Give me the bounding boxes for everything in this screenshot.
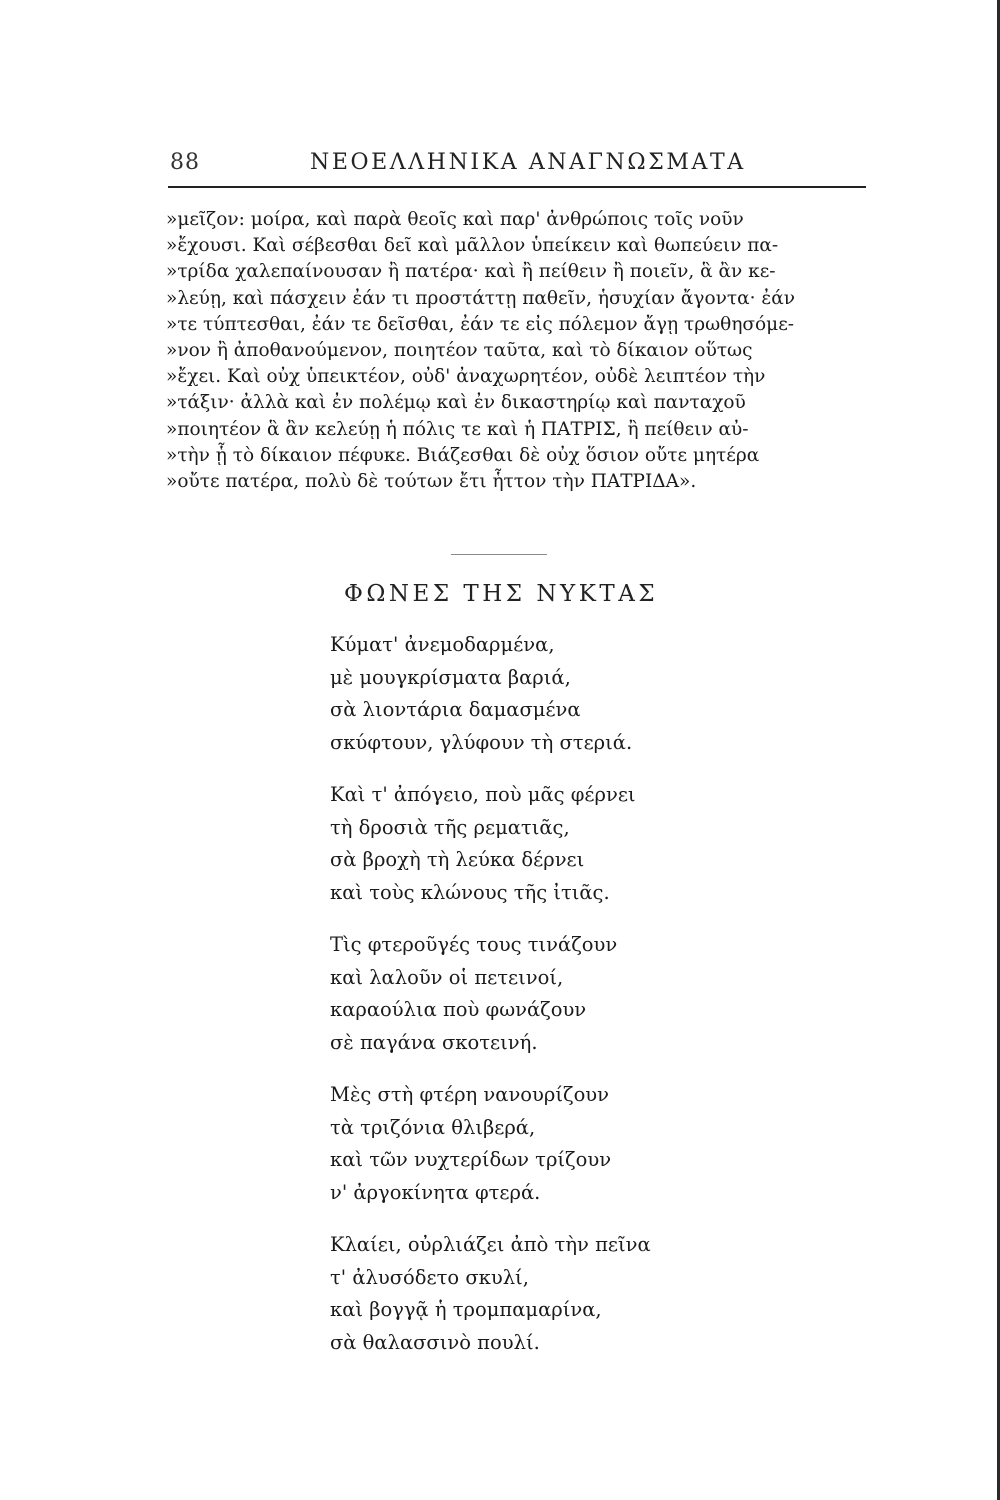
stanza — [330, 1079, 750, 1209]
poem-line: Κύματ' ἀνεμοδαρμένα, — [330, 633, 555, 656]
running-title: ΝΕΟΕΛΛΗΝΙΚΑ ΑΝΑΓΝΩΣΜΑΤΑ — [310, 150, 746, 175]
poem — [330, 629, 750, 1379]
prose-line: »τρίδα χαλεπαίνουσαν ἢ πατέρα· καὶ ἢ πείθειν ἢ ποιεῖν, ἃ ἂν κε- — [166, 261, 776, 283]
poem-line: σκύφτουν, γλύφουν τὴ στεριά. — [330, 730, 633, 754]
poem-line: σὰ θαλασσινὸ πουλί. — [330, 1330, 540, 1354]
page-number: 88 — [170, 150, 200, 175]
poem-line: καὶ τοὺς κλώνους τῆς ἰτιᾶς. — [330, 880, 610, 904]
poem-line: ν' ἀργοκίνητα φτερά. — [330, 1180, 541, 1204]
poem-title: ΦΩΝΕΣ ΤΗΣ ΝΥΚΤΑΣ — [344, 581, 659, 607]
prose-line: »ἔχουσι. Καὶ σέβεσθαι δεῖ καὶ μᾶλλον ὑπείκειν καὶ θωπεύειν πα- — [166, 235, 779, 257]
prose-line: »ποιητέον ἃ ἂν κελεύῃ ἡ πόλις τε καὶ ἡ ΠΑΤΡΙΣ, ἢ πείθειν αὐ- — [166, 418, 749, 440]
poem-line: τ' ἀλυσόδετο σκυλί, — [330, 1265, 529, 1289]
poem-line: σὲ παγάνα σκοτεινή. — [330, 1030, 538, 1054]
prose-quotation — [166, 207, 876, 495]
poem-line: τὴ δροσιὰ τῆς ρεματιᾶς, — [330, 815, 570, 839]
poem-line: καὶ βογγᾷ ἡ τρομπαμαρίνα, — [330, 1298, 602, 1321]
page-header — [168, 148, 866, 182]
prose-line: »λεύῃ, καὶ πάσχειν ἐάν τι προστάττῃ παθεῖν, ἡσυχίαν ἄγοντα· ἐάν — [166, 287, 796, 309]
stanza — [330, 629, 750, 759]
stanza — [330, 779, 750, 909]
poem-line: καραούλια ποὺ φωνάζουν — [330, 998, 587, 1021]
poem-line: καὶ λαλοῦν οἱ πετεινοί, — [330, 965, 564, 989]
header-rule — [168, 186, 866, 188]
poem-line: τὰ τριζόνια θλιβερά, — [330, 1115, 536, 1139]
poem-line: Τὶς φτεροῦγές τους τινάζουν — [330, 933, 618, 956]
poem-line: μὲ μουγκρίσματα βαριά, — [330, 665, 571, 689]
prose-line: »οὔτε πατέρα, πολὺ δὲ τούτων ἔτι ἧττον τὴν ΠΑΤΡΙΔΑ». — [166, 471, 697, 493]
prose-line: »ἔχει. Καὶ οὐχ ὑπεικτέον, οὐδ' ἀναχωρητέον, οὐδὲ λειπτέον τὴν — [166, 366, 766, 388]
poem-line: Κλαίει, οὐρλιάζει ἀπὸ τὴν πεῖνα — [330, 1233, 651, 1256]
stanza — [330, 929, 750, 1059]
stanza — [330, 1229, 750, 1359]
poem-line: Καὶ τ' ἀπόγειο, ποὺ μᾶς φέρνει — [330, 783, 636, 806]
poem-line: σὰ λιοντάρια δαμασμένα — [330, 698, 581, 721]
prose-line: »μεῖζον: μοίρα, καὶ παρὰ θεοῖς καὶ παρ' ἀνθρώποις τοῖς νοῦν — [166, 209, 744, 230]
poem-line: καὶ τῶν νυχτερίδων τρίζουν — [330, 1148, 612, 1171]
prose-line: »τὴν ᾗ τὸ δίκαιον πέφυκε. Βιάζεσθαι δὲ οὐχ ὅσιον οὔτε μητέρα — [166, 444, 760, 466]
poem-line: σὰ βροχὴ τὴ λεύκα δέρνει — [330, 848, 585, 871]
prose-line: »τάξιν· ἀλλὰ καὶ ἐν πολέμῳ καὶ ἐν δικαστηρίῳ καὶ πανταχοῦ — [166, 392, 746, 414]
prose-line: »τε τύπτεσθαι, ἐάν τε δεῖσθαι, ἐάν τε εἰς πόλεμον ἄγῃ τρωθησόμε- — [166, 313, 795, 335]
poem-line: Μὲς στὴ φτέρη νανουρίζουν — [330, 1083, 610, 1106]
section-divider — [451, 554, 547, 555]
prose-line: »νον ἢ ἀποθανούμενον, ποιητέον ταῦτα, καὶ τὸ δίκαιον οὕτως — [166, 340, 753, 362]
